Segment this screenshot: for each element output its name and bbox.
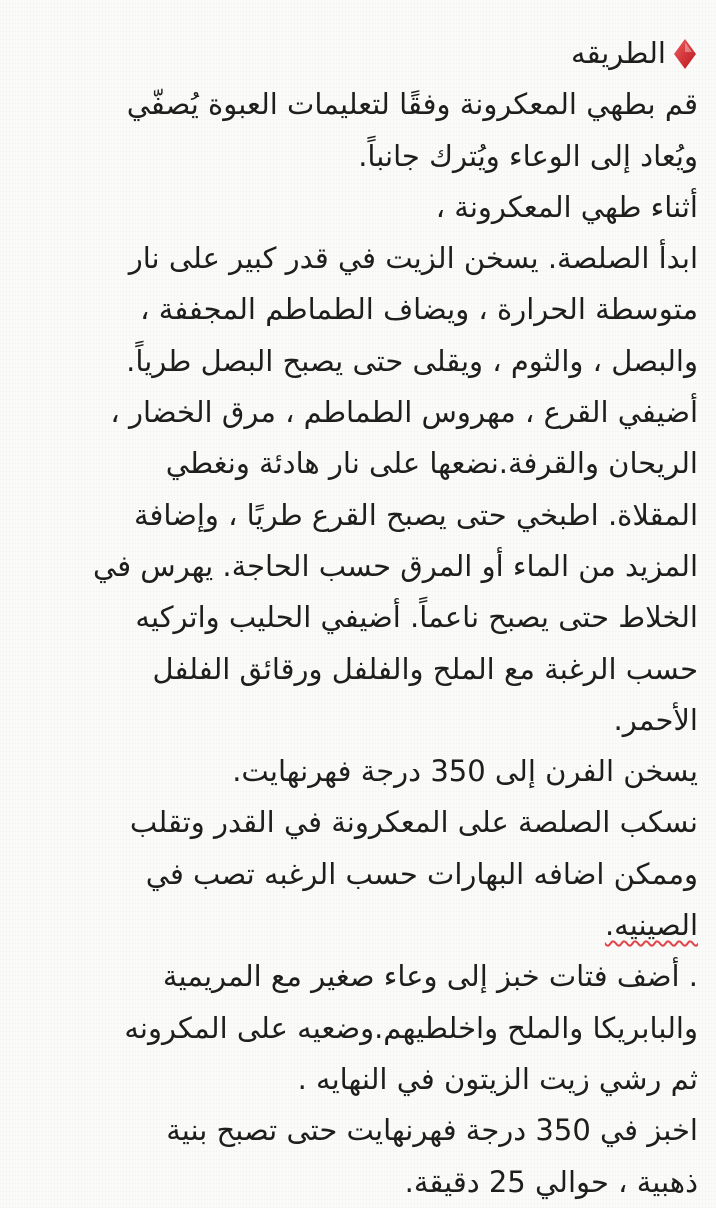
red-diamond-icon	[672, 37, 698, 71]
note-line: الريحان والقرفة.نضعها على نار هادئة ونغطي	[165, 446, 698, 481]
note-line: ابدأ الصلصة. يسخن الزيت في قدر كبير على نار	[128, 241, 698, 276]
note-body[interactable]	[18, 28, 698, 1208]
note-line: ذهبية ، حوالي 25 دقيقة.	[404, 1164, 698, 1199]
note-line: نسكب الصلصة على المعكرونة في القدر وتقلب	[129, 805, 698, 840]
note-line: والبصل ، والثوم ، ويقلى حتى يصبح البصل طرياً.	[126, 343, 698, 378]
note-line: الصينيه.	[604, 908, 698, 943]
note-line: اخبز في 350 درجة فهرنهايت حتى تصبح بنية	[166, 1113, 698, 1148]
note-line: متوسطة الحرارة ، ويضاف الطماطم المجففة ،	[140, 292, 698, 327]
note-line: ثم رشي زيت الزيتون في النهايه .	[297, 1061, 698, 1096]
note-line: أضيفي القرع ، مهروس الطماطم ، مرق الخضار ،	[110, 395, 698, 430]
note-line: أثناء طهي المعكرونة ،	[435, 189, 698, 224]
note-line: والبابريكا والملح واخلطيهم.وضعيه على المكرونه	[124, 1010, 698, 1045]
heading-text: الطريقه	[571, 36, 666, 70]
note-line: . أضف فتات خبز إلى وعاء صغير مع المريمية	[162, 959, 698, 994]
note-line: الأحمر.	[613, 702, 698, 737]
note-line: الخلاط حتى يصبح ناعماً. أضيفي الحليب واتركيه	[135, 600, 698, 635]
note-line: وممكن اضافه البهارات حسب الرغبه تصب في	[145, 856, 698, 891]
note-line: المقلاة. اطبخي حتى يصبح القرع طريًا ، وإضافة	[133, 497, 698, 532]
note-heading	[18, 28, 698, 79]
note-line: قم بطهي المعكرونة وفقًا لتعليمات العبوة يُصفّي	[126, 87, 698, 122]
note-line: ويُعاد إلى الوعاء ويُترك جانباً.	[358, 138, 698, 173]
note-line: المزيد من الماء أو المرق حسب الحاجة. يهرس في	[93, 548, 698, 583]
note-line: حسب الرغبة مع الملح والفلفل ورقائق الفلفل	[152, 651, 698, 686]
note-line: يسخن الفرن إلى 350 درجة فهرنهايت.	[232, 754, 698, 789]
